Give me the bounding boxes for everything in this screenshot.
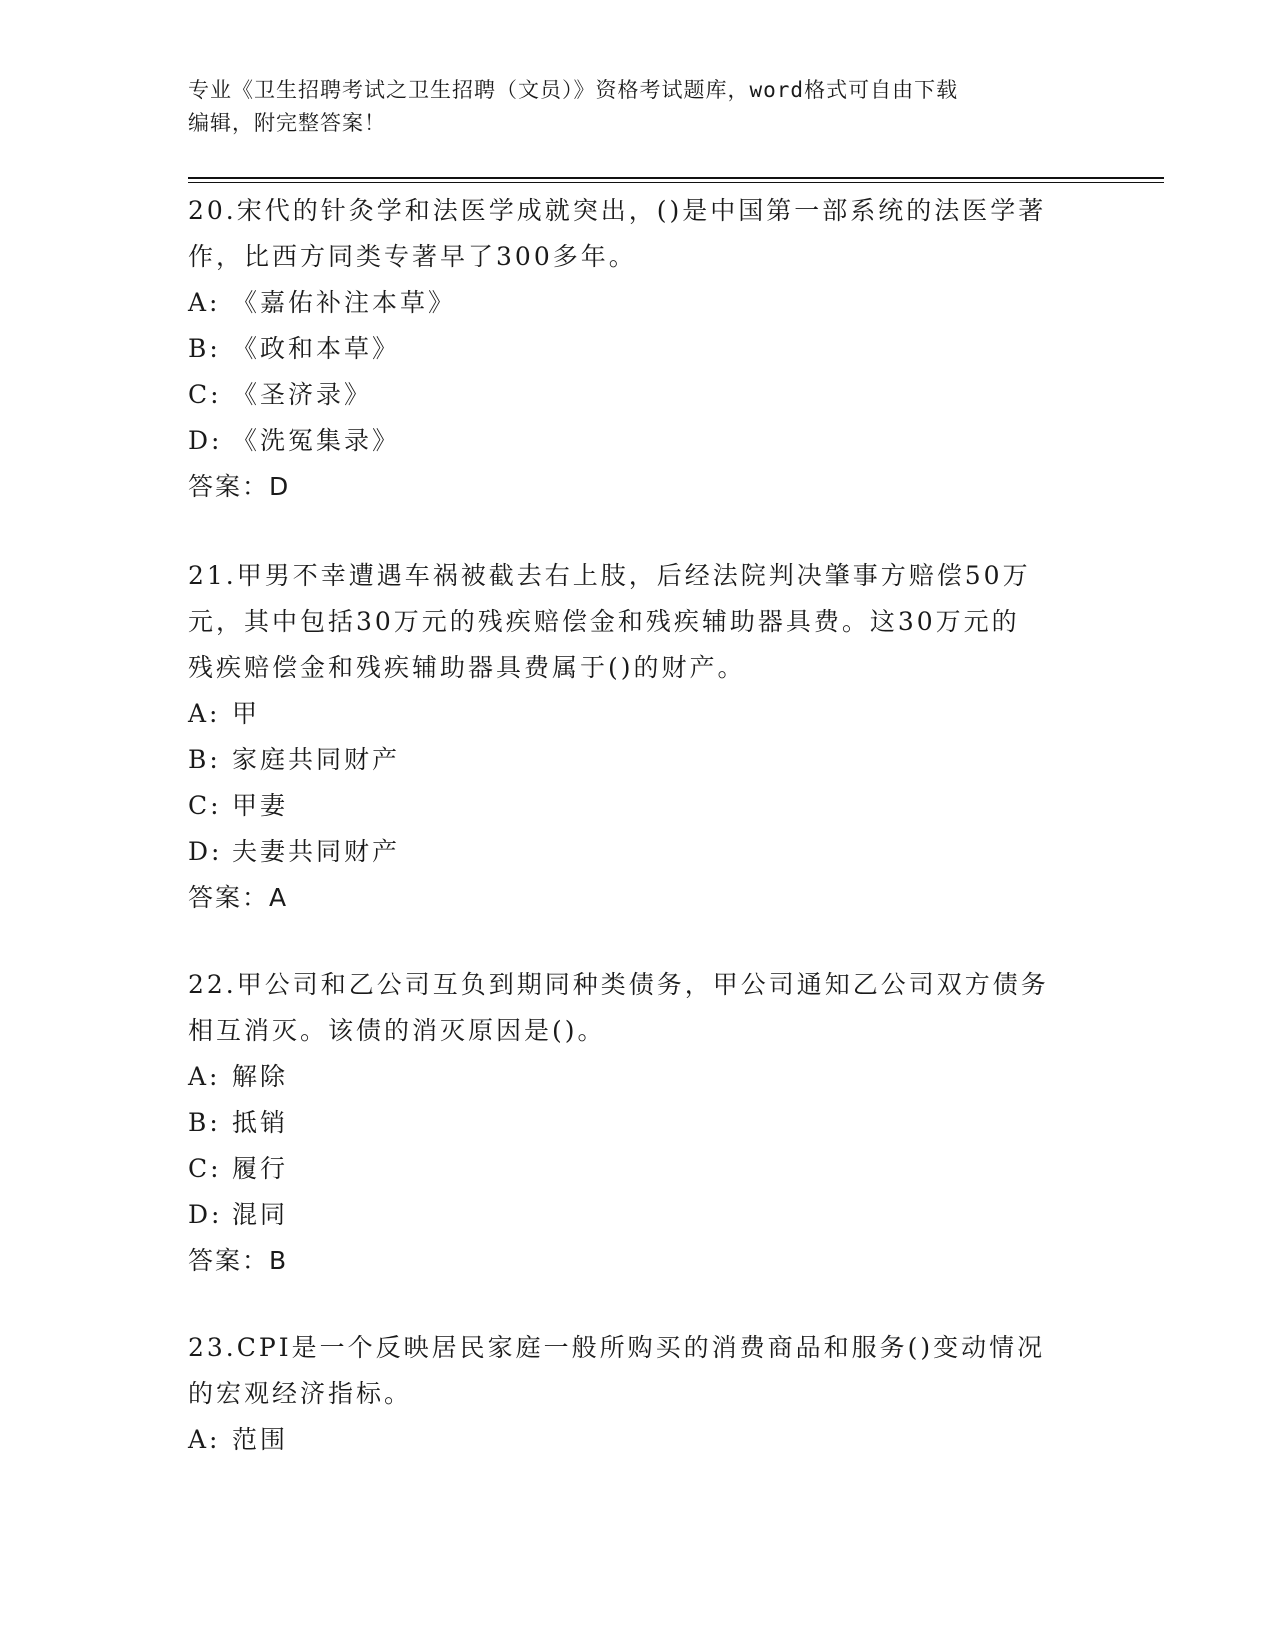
answer: 答案：A [188, 883, 289, 912]
option-d: D: 混同 [188, 1192, 1088, 1238]
option-text: 甲 [232, 699, 261, 728]
header-line-2: 编辑，附完整答案！ [188, 111, 386, 135]
question-stem [188, 962, 1088, 1054]
question-21 [188, 553, 1088, 921]
option-text: 家庭共同财产 [232, 745, 401, 774]
option-text: 抵销 [232, 1108, 289, 1137]
question-stem [188, 1325, 1088, 1417]
document-header [188, 74, 1088, 140]
option-a: A: 《嘉佑补注本草》 [188, 280, 1088, 326]
question-23 [188, 1325, 1088, 1463]
question-stem-line: 20.宋代的针灸学和法医学成就突出，()是中国第一部系统的法医学著 [188, 196, 1047, 225]
option-text: 范围 [232, 1425, 289, 1454]
header-divider [188, 177, 1164, 179]
question-stem-line: 作，比西方同类专著早了300多年。 [188, 242, 637, 271]
option-text: 混同 [232, 1200, 289, 1229]
option-text: 《嘉佑补注本草》 [232, 288, 457, 317]
option-text: 《洗冤集录》 [232, 426, 401, 455]
question-20 [188, 188, 1088, 510]
question-stem-line: 22.甲公司和乙公司互负到期同种类债务，甲公司通知乙公司双方债务 [188, 970, 1049, 999]
option-d: D: 夫妻共同财产 [188, 829, 1088, 875]
question-stem-line: 元，其中包括30万元的残疾赔偿金和残疾辅助器具费。这30万元的 [188, 607, 1020, 636]
option-text: 《圣济录》 [232, 380, 373, 409]
option-b: B: 抵销 [188, 1100, 1088, 1146]
answer: 答案：D [188, 472, 291, 501]
question-stem-line: 残疾赔偿金和残疾辅助器具费属于()的财产。 [188, 653, 746, 682]
option-b: B: 《政和本草》 [188, 326, 1088, 372]
question-stem-line: 23.CPI是一个反映居民家庭一般所购买的消费商品和服务()变动情况 [188, 1333, 1046, 1362]
option-text: 夫妻共同财产 [232, 837, 401, 866]
question-stem [188, 188, 1088, 280]
option-text: 解除 [232, 1062, 289, 1091]
option-c: C: 甲妻 [188, 783, 1088, 829]
option-a: A: 解除 [188, 1054, 1088, 1100]
question-stem-line: 的宏观经济指标。 [188, 1379, 413, 1408]
answer: 答案：B [188, 1246, 289, 1275]
option-a: A: 甲 [188, 691, 1088, 737]
header-divider-thin [188, 182, 1164, 183]
option-c: C: 《圣济录》 [188, 372, 1088, 418]
option-text: 履行 [232, 1154, 289, 1183]
option-a: A: 范围 [188, 1417, 1088, 1463]
option-d: D: 《洗冤集录》 [188, 418, 1088, 464]
header-line-1: 专业《卫生招聘考试之卫生招聘（文员）》资格考试题库，word格式可自由下载 [188, 78, 959, 102]
question-stem-line: 相互消灭。该债的消灭原因是()。 [188, 1016, 606, 1045]
option-text: 甲妻 [232, 791, 289, 820]
question-stem-line: 21.甲男不幸遭遇车祸被截去右上肢，后经法院判决肇事方赔偿50万 [188, 561, 1031, 590]
option-text: 《政和本草》 [232, 334, 401, 363]
option-b: B: 家庭共同财产 [188, 737, 1088, 783]
option-c: C: 履行 [188, 1146, 1088, 1192]
question-22 [188, 962, 1088, 1284]
question-stem [188, 553, 1088, 691]
